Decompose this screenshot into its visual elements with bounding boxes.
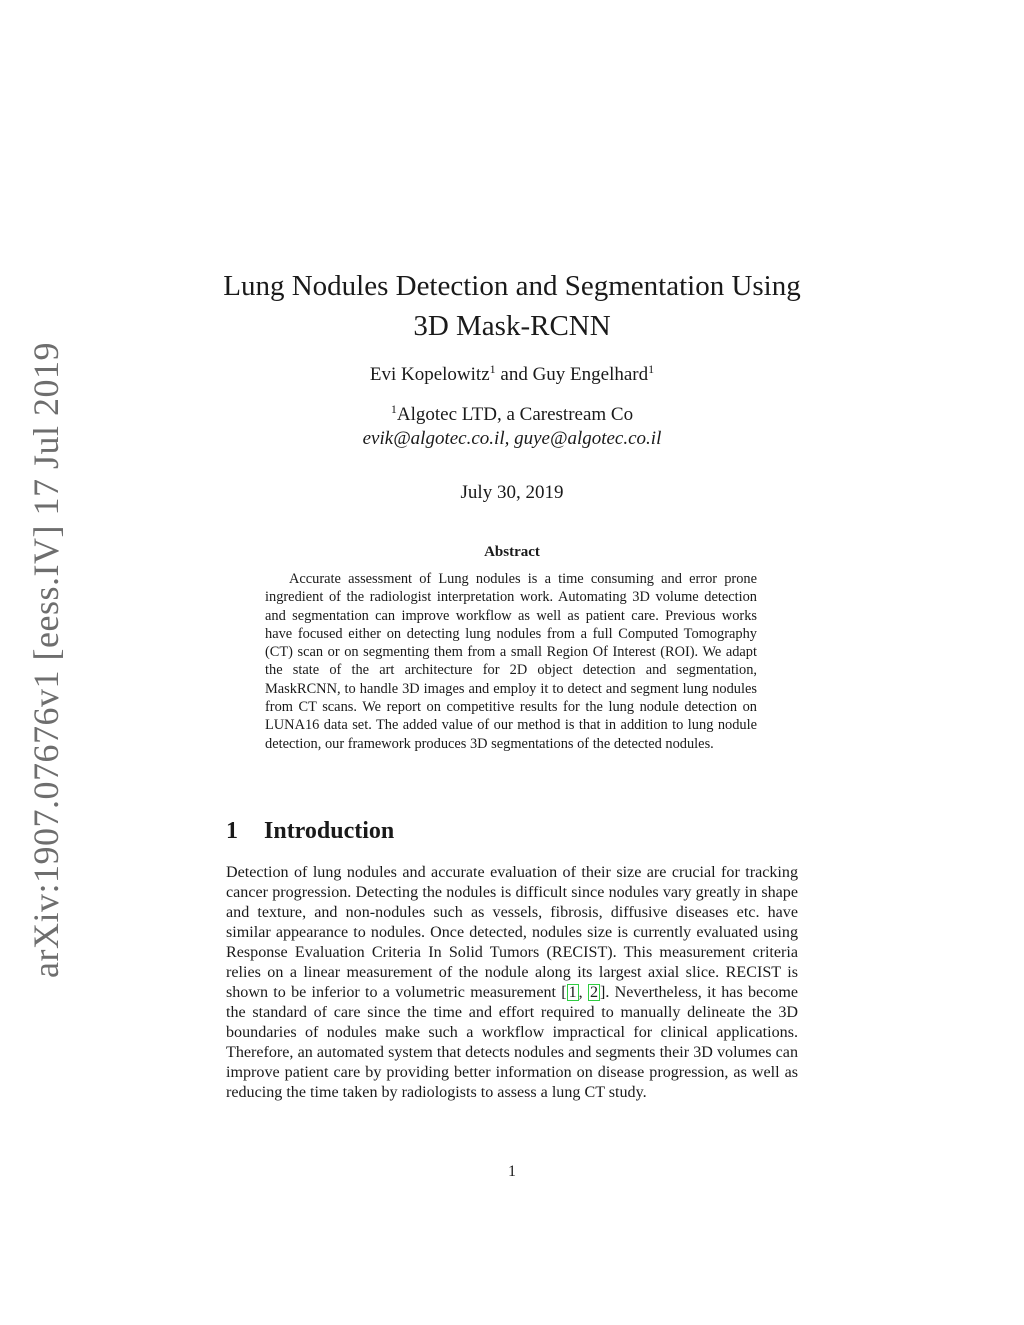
affiliation-text: Algotec LTD, a Carestream Co bbox=[396, 404, 634, 425]
paper-title-line2: 3D Mask-RCNN bbox=[413, 310, 611, 342]
arxiv-identifier-stamp bbox=[16, 342, 76, 978]
author-conjunction: and bbox=[495, 364, 533, 385]
section-number: 1 bbox=[226, 818, 238, 844]
affiliation-marker: 1 bbox=[390, 402, 397, 416]
author-name-1: Evi Kopelowitz bbox=[369, 364, 490, 385]
introduction-paragraph: Detection of lung nodules and accurate evaluation of their size are crucial for tracking cancer progression. Detecting the nodules is difficult since nodules vary greatly in shape and texture, and non-nodules such as vessels, fibrosis, diffusive diseases etc. have similar appearance to nodules. Once detected, nodules size is currently evaluated using Response Evaluation Criteria In Solid Tumors (RECIST). This measurement criteria relies on a linear measurement of the nodule along its largest axial slice. RECIST is shown to be inferior to a volumetric measurement [ 1 , 2 ]. Nevertheless, it has become the standard of care since the time and effort required to manually delineate the 3D boundaries of nodules make such a workflow impractical for clinical applications. Therefore, an automated system that detects nodules and segments their 3D volumes can improve patient care by providing better information on disease progression, as well as reducing the time taken by radiologists to assess a lung CT study. bbox=[226, 864, 799, 1101]
introduction-text-part1: Detection of lung nodules and accurate evaluation of their size are crucial for tracking cancer progression. Detecting the nodules is difficult since nodules vary greatly in shape and texture, and non-nodules such as vessels, fibrosis, diffusive diseases etc. have similar appearance to nodules. Once detected, nodules size is currently evaluated using Response Evaluation Criteria In Solid Tumors (RECIST). This measurement criteria relies on a linear measurement of the nodule along its largest axial slice. RECIST is shown to be inferior to a volumetric measurement bbox=[226, 864, 798, 1001]
section-heading-introduction bbox=[226, 815, 394, 847]
affiliation bbox=[150, 402, 874, 428]
citation-link-2[interactable]: 2 bbox=[589, 984, 599, 1001]
citation-link-1[interactable]: 1 bbox=[568, 984, 577, 1001]
paper-title bbox=[150, 266, 874, 346]
introduction-text-part2: . Nevertheless, it has become the standard of care since the time and effort required to manually delineate the 3D boundaries of nodules make such a workflow impractical for clinical applications. Therefore, an automated system that detects nodules and segments their 3D volumes can improve patient care by providing better information on disease progression, as well as reducing the time taken by radiologists to assess a lung CT study. bbox=[226, 984, 799, 1101]
author-name-2: Guy Engelhard bbox=[532, 364, 649, 385]
section-title: Introduction bbox=[264, 818, 395, 844]
citation-separator: , bbox=[578, 984, 588, 1001]
author-affiliation-marker-1: 1 bbox=[489, 362, 496, 376]
paper-title-line1: Lung Nodules Detection and Segmentation Using bbox=[223, 270, 801, 302]
author-emails: evik@algotec.co.il, guye@algotec.co.il bbox=[362, 428, 662, 449]
author-list bbox=[150, 362, 874, 388]
publication-date: July 30, 2019 bbox=[460, 482, 564, 503]
arxiv-identifier-text: arXiv:1907.07676v1 [eess.IV] 17 Jul 2019 bbox=[26, 342, 67, 978]
abstract-body: Accurate assessment of Lung nodules is a time consuming and error prone ingredient of the radiologist interpretation work. Automating 3D volume detection and segmentation can improve workflow as well as patient care. Previous works have focused either on detecting lung nodules from a full Computed Tomography (CT) scan or on segmenting them from a small Region Of Interest (ROI). We adapt the state of the art architecture for 2D object detection and segmentation, MaskRCNN, to handle 3D images and employ it to detect and segment lung nodules from CT scans. We report on competitive results for the lung nodule detection on LUNA16 data set. The added value of our method is that in addition to lung nodule detection, our framework produces 3D segmentations of the detected nodules. bbox=[265, 571, 757, 752]
abstract-heading: Abstract bbox=[484, 544, 540, 560]
author-affiliation-marker-2: 1 bbox=[648, 362, 655, 376]
page-number: 1 bbox=[508, 1163, 516, 1180]
